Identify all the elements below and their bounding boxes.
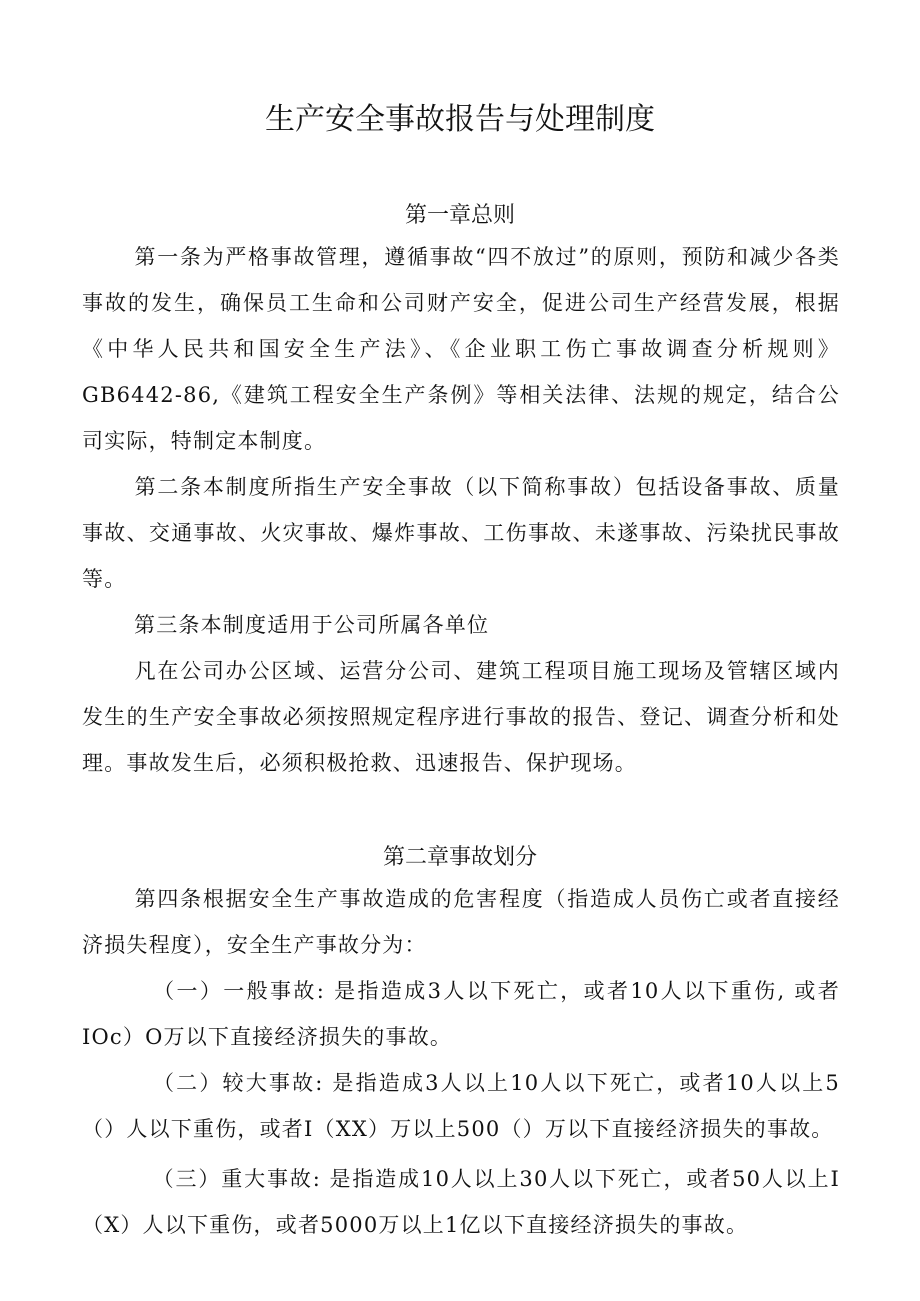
chapter-1-heading: 第一章总则 (404, 203, 515, 228)
item-3 (82, 1156, 840, 1248)
article-3 (82, 602, 840, 648)
item-1-text: （一）一般事故: 是指造成3人以下死亡，或者10人以下重伤, 或者IOc）O万以下直接经济损失的事故。 (82, 979, 840, 1049)
item-3-text: （三）重大事故: 是指造成10人以上30人以下死亡，或者50人以上I（X）人以下重伤，或者5000万以上1亿以下直接经济损失的事故。 (82, 1167, 840, 1237)
article-1-text: 第一条为严格事故管理，遵循事故“四不放过”的原则，预防和减少各类事故的发生，确保员工生命和公司财产安全，促进公司生产经营发展，根据《中华人民共和国安全生产法》、《企业职工伤亡事故调查分析规则》GB6442-86,《建筑工程安全生产条例》等相关法律、法规的规定，结合公司实际，特制定本制度。 (82, 245, 840, 453)
article-3-text: 第三条本制度适用于公司所属各单位 (134, 613, 490, 637)
item-1 (82, 968, 840, 1060)
article-3-body-text: 凡在公司办公区域、运营分公司、建筑工程项目施工现场及管辖区域内发生的生产安全事故必须按照规定程序进行事故的报告、登记、调查分析和处理。事故发生后，必须积极抢救、迅速报告、保护现场。 (82, 659, 840, 775)
article-2 (82, 464, 840, 602)
article-2-text: 第二条本制度所指生产安全事故（以下简称事故）包括设备事故、质量事故、交通事故、火灾事故、爆炸事故、工伤事故、未遂事故、污染扰民事故等。 (82, 475, 840, 591)
item-2 (82, 1060, 840, 1152)
article-1 (82, 234, 840, 464)
item-2-text: （二）较大事故: 是指造成3人以上10人以下死亡，或者10人以上5（）人以下重伤，或者I（XX）万以上500（）万以下直接经济损失的事故。 (82, 1071, 840, 1141)
document-title: 生产安全事故报告与处理制度 (265, 102, 655, 137)
article-3-body (82, 648, 840, 786)
chapter-2-heading: 第二章事故划分 (382, 845, 537, 870)
article-4 (82, 876, 840, 968)
article-4-text: 第四条根据安全生产事故造成的危害程度（指造成人员伤亡或者直接经济损失程度），安全生产事故分为： (82, 887, 840, 957)
